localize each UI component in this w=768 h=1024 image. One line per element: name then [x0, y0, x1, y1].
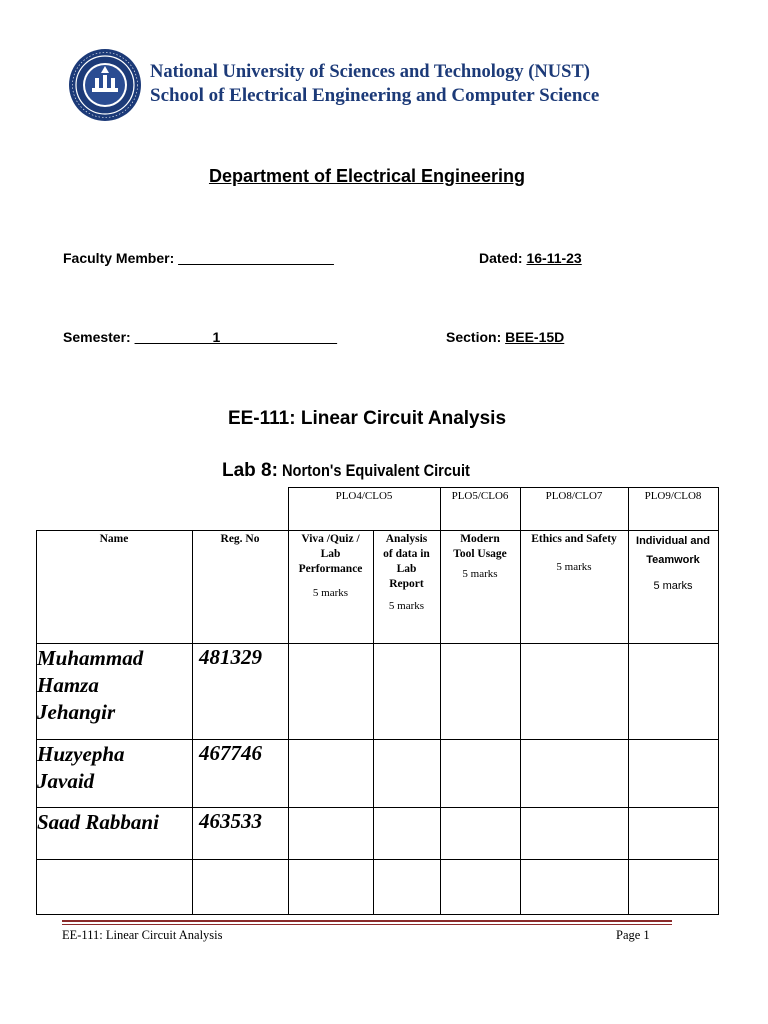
individual-line: Teamwork: [646, 554, 700, 566]
semester-value: __________1_______________: [134, 329, 338, 345]
marks-label: 5 marks: [462, 568, 498, 580]
modern-line: Tool Usage: [453, 548, 507, 560]
marks-label: 5 marks: [312, 587, 349, 599]
student-name-line: Jehangir: [37, 700, 116, 724]
dated-label: Dated:: [479, 250, 523, 266]
student-reg: 463533: [199, 809, 262, 833]
column-header-modern-tool: [440, 532, 520, 582]
column-header-reg: Reg. No: [220, 533, 260, 545]
individual-line: Individual and: [636, 535, 710, 547]
faculty-value: ____________________: [178, 250, 334, 266]
footer-course: EE-111: Linear Circuit Analysis: [62, 928, 223, 942]
viva-line: Lab: [320, 548, 341, 560]
lab-prefix: Lab 8:: [222, 460, 278, 481]
ethics-line: Ethics and Safety: [531, 533, 617, 545]
plo-header: PLO8/CLO7: [545, 490, 603, 502]
faculty-label: Faculty Member:: [63, 250, 175, 266]
plo-header: PLO9/CLO8: [644, 490, 702, 502]
analysis-line: Analysis: [385, 533, 428, 545]
faculty-field: [63, 250, 334, 266]
marks-label: 5 marks: [388, 600, 425, 612]
section-label: Section:: [446, 329, 502, 345]
student-name: [37, 645, 191, 726]
column-header-viva: [288, 532, 373, 601]
lab-name: Norton's Equivalent Circuit: [282, 461, 471, 480]
department-title: Department of Electrical Engineering: [208, 166, 526, 186]
column-header-individual: [628, 532, 718, 596]
student-name-line: Huzyepha: [37, 742, 125, 766]
student-name-line: Hamza: [37, 673, 99, 697]
analysis-line: Lab: [396, 563, 417, 575]
student-name-line: Saad Rabbani: [37, 810, 159, 834]
school-name: School of Electrical Engineering and Computer Science: [150, 85, 600, 106]
column-header-name: Name: [99, 533, 129, 545]
nust-seal-icon: [68, 48, 142, 122]
dated-field: [479, 250, 582, 266]
semester-field: [63, 329, 337, 345]
course-title: EE-111: Linear Circuit Analysis: [227, 408, 507, 429]
semester-label: Semester:: [63, 329, 131, 345]
analysis-line: of data in: [383, 548, 430, 560]
university-name: National University of Sciences and Technology (NUST): [150, 62, 590, 82]
modern-line: Modern: [460, 533, 500, 545]
marks-label: 5 marks: [556, 561, 592, 573]
analysis-line: Report: [389, 578, 424, 590]
student-name-line: Javaid: [37, 769, 95, 793]
student-name: [37, 741, 191, 795]
student-reg: 481329: [199, 645, 262, 669]
viva-line: Performance: [298, 563, 363, 575]
viva-line: Viva /Quiz /: [301, 533, 360, 545]
lab-title: [222, 460, 501, 482]
footer-rule: [62, 924, 672, 925]
plo-header: PLO4/CLO5: [335, 490, 393, 502]
plo-header: PLO5/CLO6: [451, 490, 509, 502]
column-header-ethics: [520, 532, 628, 575]
footer-page-number: Page 1: [616, 928, 650, 942]
column-header-analysis: [373, 532, 440, 614]
student-reg: 467746: [199, 741, 262, 765]
student-name-line: Muhammad: [37, 646, 144, 670]
footer-rule: [62, 920, 672, 922]
student-name: [37, 809, 191, 836]
marks-label: 5 marks: [653, 580, 693, 592]
dated-value: 16-11-23: [526, 250, 582, 266]
section-value: BEE-15D: [505, 329, 565, 345]
section-field: [446, 329, 564, 345]
